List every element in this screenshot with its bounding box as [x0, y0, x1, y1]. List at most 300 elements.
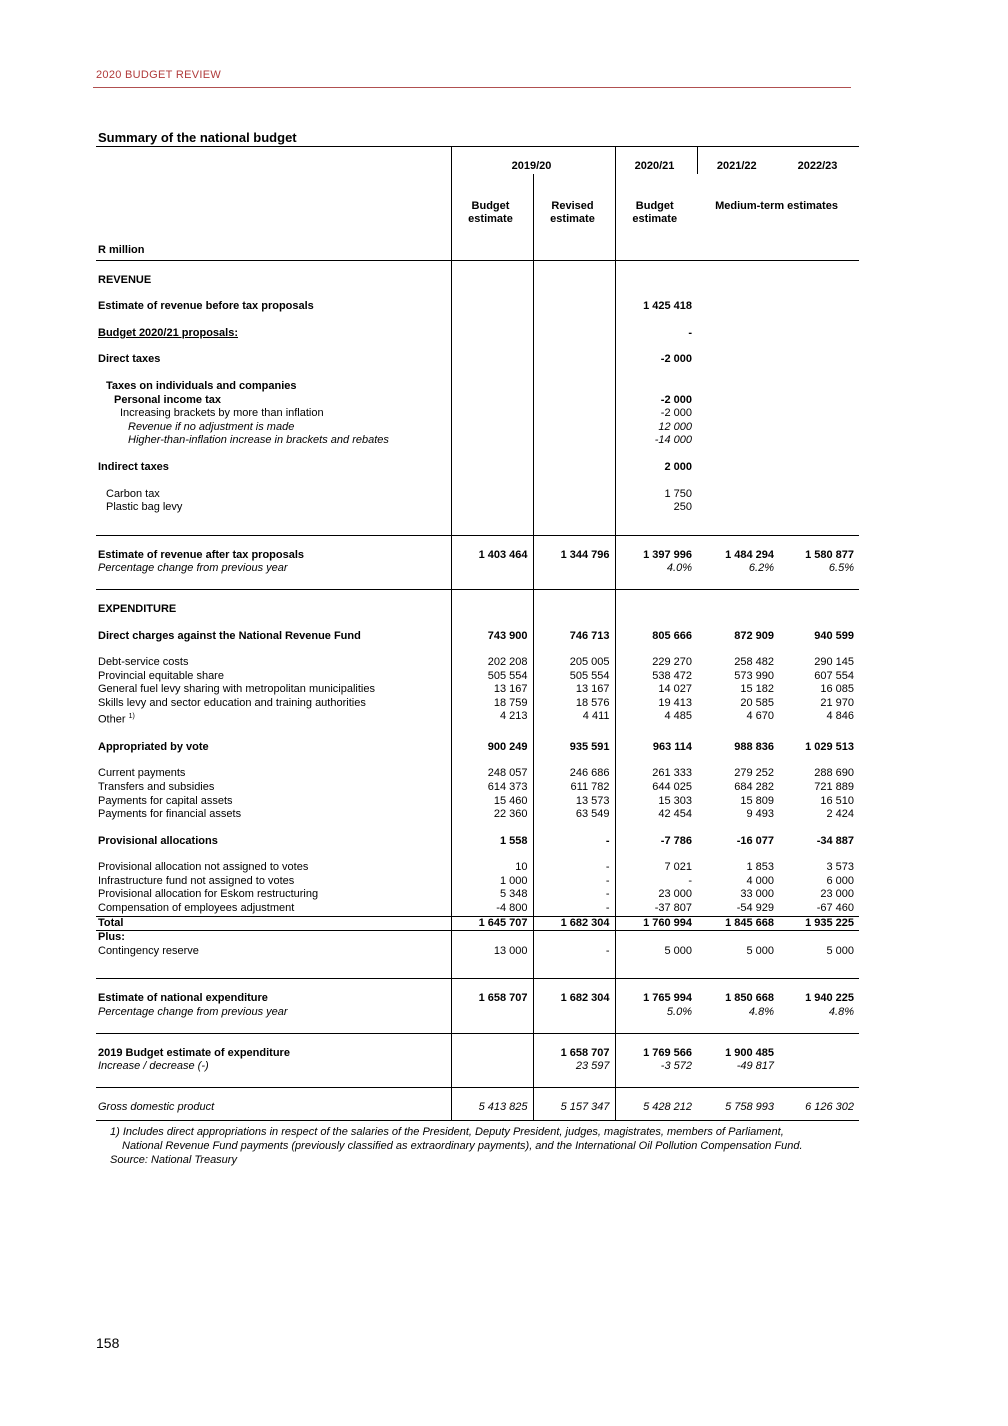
value-cell: 16 510 [820, 794, 854, 807]
value-cell: 4 670 [746, 710, 774, 723]
row-label-text: Direct taxes [98, 353, 161, 366]
value-cell: 963 114 [615, 741, 697, 755]
col-budget-estimate-2019-line-1: Budget [471, 199, 510, 212]
value-cell [779, 1060, 859, 1074]
value-cell: 1 845 668 [697, 916, 779, 931]
spacer-cell [533, 617, 615, 630]
footnote-line-2: National Revenue Fund payments (previously classified as extraordinary payments), and the International Oil Pollution Compensation Fund. [122, 1140, 803, 1152]
spacer-row [96, 1020, 859, 1034]
spacer-cell [533, 822, 615, 835]
row-label-text: Carbon tax [106, 487, 160, 500]
value-cell: 4 846 [826, 710, 854, 723]
value-cell: 13 573 [533, 795, 615, 809]
spacer-row [96, 1087, 859, 1101]
col-revised-estimate-2019 [533, 174, 615, 261]
table-row [96, 888, 859, 902]
value-cell: 5 157 347 [533, 1101, 615, 1115]
row-label-text: Payments for financial assets [98, 808, 242, 821]
spacer-cell [615, 822, 697, 835]
spacer-cell [615, 314, 697, 327]
spacer-cell [615, 643, 697, 656]
value-cell: 1 940 225 [805, 992, 854, 1005]
value-cell: 1 769 566 [615, 1047, 697, 1061]
row-label-text: Percentage change from previous year [98, 1006, 288, 1019]
value-cell [779, 274, 859, 288]
value-cell [451, 353, 533, 367]
value-cell [615, 603, 697, 617]
value-cell: - [533, 945, 615, 959]
spacer-row [96, 260, 859, 274]
value-cell: 746 713 [533, 630, 615, 644]
spacer-cell [697, 848, 779, 861]
spacer-cell [779, 576, 859, 590]
value-cell: - [533, 835, 615, 849]
running-header: 2020 BUDGET REVIEW [96, 69, 222, 81]
spacer-cell [96, 1033, 451, 1047]
col-budget-estimate-2019 [451, 174, 533, 261]
value-cell: 4.8% [828, 1006, 854, 1019]
value-cell [451, 488, 533, 502]
value-cell: 4 485 [615, 710, 697, 727]
spacer-cell [697, 475, 779, 488]
spacer-cell [451, 515, 533, 536]
row-label [96, 992, 451, 1006]
row-label [96, 835, 451, 849]
row-label [96, 1047, 451, 1061]
spacer-cell [533, 589, 615, 603]
row-label-text: Debt-service costs [98, 656, 189, 669]
value-cell: 1 558 [451, 835, 533, 849]
row-label [96, 861, 451, 875]
table-row [96, 931, 859, 945]
value-cell [451, 327, 533, 341]
value-cell: 18 576 [533, 697, 615, 711]
value-cell [779, 461, 859, 475]
spacer-cell [96, 576, 451, 590]
value-cell: 1 029 513 [805, 740, 854, 753]
year-2022-23: 2022/23 [779, 147, 859, 174]
row-label [96, 394, 451, 408]
spacer-cell [615, 535, 697, 549]
value-cell: -37 807 [615, 902, 697, 916]
spacer-row [96, 475, 859, 488]
row-label [96, 902, 451, 916]
value-cell: 1 425 418 [615, 300, 697, 314]
spacer-cell [779, 475, 859, 488]
row-label [96, 931, 451, 945]
spacer-cell [533, 535, 615, 549]
value-cell [533, 434, 615, 448]
row-label [96, 875, 451, 889]
table-row [96, 781, 859, 795]
value-cell: -2 000 [615, 407, 697, 421]
spacer-cell [615, 617, 697, 630]
spacer-cell [451, 958, 533, 979]
spacer-cell [697, 589, 779, 603]
row-label-text: Increase / decrease (-) [98, 1060, 209, 1073]
value-cell [779, 1047, 859, 1061]
row-label-text: Provisional allocation not assigned to votes [98, 861, 309, 874]
row-label-text: General fuel levy sharing with metropolitan municipalities [98, 683, 375, 696]
value-cell [615, 931, 697, 945]
table-title: Summary of the national budget [98, 130, 297, 145]
value-cell: 805 666 [615, 630, 697, 644]
value-cell: -2 000 [615, 353, 697, 367]
table-row [96, 1047, 859, 1061]
value-cell: 5 000 [615, 945, 697, 959]
spacer-cell [451, 1020, 533, 1034]
spacer-cell [533, 958, 615, 979]
header-rule [93, 87, 851, 88]
spacer-cell [615, 1033, 697, 1047]
row-label [96, 916, 451, 931]
value-cell: 7 021 [615, 861, 697, 875]
spacer-cell [96, 754, 451, 767]
spacer-cell [451, 1121, 533, 1122]
table-row [96, 1060, 859, 1074]
spacer-cell [533, 643, 615, 656]
value-cell: 15 303 [615, 795, 697, 809]
budget-table-body [96, 147, 859, 1122]
value-cell [533, 407, 615, 421]
row-label-text: 2019 Budget estimate of expenditure [98, 1046, 290, 1059]
spacer-row [96, 1074, 859, 1088]
value-cell: 290 145 [814, 656, 854, 669]
value-cell: -3 572 [615, 1060, 697, 1074]
value-cell: 288 690 [814, 767, 854, 780]
row-label [96, 274, 451, 288]
spacer-cell [615, 515, 697, 536]
spacer-cell [96, 1087, 451, 1101]
spacer-cell [779, 314, 859, 327]
spacer-cell [533, 340, 615, 353]
value-cell [451, 501, 533, 515]
table-row [96, 902, 859, 916]
value-cell [779, 353, 859, 367]
row-label-text: Estimate of revenue after tax proposals [98, 548, 305, 561]
row-label [96, 353, 451, 367]
row-label-text: Percentage change from previous year [98, 562, 288, 575]
value-cell: -67 460 [816, 902, 854, 915]
value-cell: 614 373 [451, 781, 533, 795]
row-label [96, 795, 451, 809]
value-cell: 23 000 [820, 888, 854, 901]
spacer-cell [96, 979, 451, 993]
spacer-cell [697, 1087, 779, 1101]
spacer-cell [533, 1121, 615, 1122]
spacer-cell [697, 754, 779, 767]
value-cell [533, 501, 615, 515]
budget-table [96, 146, 859, 1121]
spacer-cell [533, 260, 615, 274]
row-label-text: Infrastructure fund not assigned to votes [98, 874, 295, 887]
row-label-text: Total [98, 916, 124, 929]
value-cell: -54 929 [736, 902, 774, 915]
spacer-cell [451, 367, 533, 380]
table-row [96, 916, 859, 931]
value-cell: 538 472 [615, 670, 697, 684]
value-cell: -14 000 [615, 434, 697, 448]
spacer-cell [533, 287, 615, 300]
row-label [96, 421, 451, 435]
value-cell: 18 759 [451, 697, 533, 711]
spacer-cell [451, 340, 533, 353]
value-cell [451, 562, 533, 576]
value-cell: 872 909 [734, 629, 774, 642]
value-cell: 573 990 [734, 669, 774, 682]
subheader-row [96, 174, 859, 261]
value-cell: -7 786 [615, 835, 697, 849]
spacer-cell [533, 1087, 615, 1101]
spacer-cell [615, 367, 697, 380]
spacer-cell [779, 340, 859, 353]
row-label [96, 741, 451, 755]
row-label [96, 461, 451, 475]
value-cell: 246 686 [533, 767, 615, 781]
spacer-cell [615, 1087, 697, 1101]
spacer-cell [451, 287, 533, 300]
value-cell: 1 403 464 [451, 549, 533, 563]
table-row [96, 353, 859, 367]
spacer-row [96, 340, 859, 353]
value-cell [533, 931, 615, 945]
spacer-cell [697, 617, 779, 630]
value-cell: 5 428 212 [615, 1101, 697, 1115]
value-cell [451, 380, 533, 394]
value-cell [779, 327, 859, 341]
table-row [96, 683, 859, 697]
row-label [96, 670, 451, 684]
row-label-text: Provisional allocation for Eskom restructuring [98, 888, 319, 901]
spacer-cell [615, 754, 697, 767]
spacer-cell [96, 314, 451, 327]
page-number: 158 [96, 1335, 120, 1351]
year-2019-20: 2019/20 [451, 147, 615, 174]
col-budget-estimate-2020-line-2: estimate [632, 213, 678, 226]
value-cell [451, 394, 533, 408]
value-cell [697, 434, 779, 448]
value-cell: 202 208 [451, 656, 533, 670]
value-cell: 1 760 994 [615, 916, 697, 931]
spacer-row [96, 1033, 859, 1047]
spacer-cell [697, 1121, 779, 1122]
spacer-cell [697, 958, 779, 979]
value-cell: 684 282 [734, 780, 774, 793]
spacer-cell [533, 1033, 615, 1047]
value-cell: 9 493 [746, 808, 774, 821]
spacer-cell [451, 1087, 533, 1101]
table-row [96, 501, 859, 515]
row-label-text: Revenue if no adjustment is made [128, 420, 295, 433]
spacer-cell [96, 515, 451, 536]
row-label-text: REVENUE [98, 273, 152, 286]
value-cell: 4.0% [615, 562, 697, 576]
value-cell [615, 380, 697, 394]
value-cell [533, 274, 615, 288]
row-label [96, 808, 451, 822]
spacer-cell [697, 1074, 779, 1088]
table-row [96, 808, 859, 822]
value-cell [779, 421, 859, 435]
spacer-row [96, 754, 859, 767]
footnote [110, 1125, 850, 1167]
value-cell [779, 394, 859, 408]
value-cell: 6.2% [748, 562, 774, 575]
value-cell: -34 887 [816, 834, 854, 847]
row-label [96, 327, 451, 341]
value-cell: 1 658 707 [533, 1047, 615, 1061]
table-row [96, 488, 859, 502]
value-cell: 5.0% [615, 1006, 697, 1020]
spacer-cell [779, 1087, 859, 1101]
value-cell: 1 765 994 [615, 992, 697, 1006]
spacer-row [96, 589, 859, 603]
col-budget-estimate-2019-line-2: estimate [468, 213, 513, 226]
spacer-cell [451, 848, 533, 861]
table-row [96, 274, 859, 288]
row-label [96, 945, 451, 959]
spacer-cell [96, 822, 451, 835]
value-cell: 14 027 [615, 683, 697, 697]
table-row [96, 300, 859, 314]
value-cell: 1 850 668 [725, 992, 774, 1005]
spacer-cell [451, 822, 533, 835]
value-cell [451, 407, 533, 421]
table-row [96, 461, 859, 475]
value-cell [615, 274, 697, 288]
row-label [96, 380, 451, 394]
table-row [96, 710, 859, 727]
value-cell: 2 424 [826, 808, 854, 821]
table-bottom-rule [96, 1121, 859, 1122]
value-cell: 5 000 [826, 944, 854, 957]
value-cell [533, 300, 615, 314]
value-cell: - [533, 902, 615, 916]
footnote-source: Source: National Treasury [110, 1154, 237, 1166]
spacer-cell [697, 979, 779, 993]
col-budget-estimate-2020-line-1: Budget [635, 199, 674, 212]
spacer-cell [615, 260, 697, 274]
spacer-cell [779, 728, 859, 741]
value-cell: - [533, 888, 615, 902]
spacer-cell [697, 448, 779, 461]
table-row [96, 434, 859, 448]
table-row [96, 656, 859, 670]
value-cell: -4 800 [451, 902, 533, 916]
spacer-row [96, 958, 859, 979]
value-cell: 611 782 [533, 781, 615, 795]
col-medium-term-estimates: Medium-term estimates [715, 199, 838, 212]
value-cell: 13 167 [451, 683, 533, 697]
row-label [96, 888, 451, 902]
value-cell: 1 935 225 [779, 916, 859, 931]
value-cell: 20 585 [740, 696, 774, 709]
spacer-cell [697, 1020, 779, 1034]
spacer-cell [451, 260, 533, 274]
spacer-cell [779, 822, 859, 835]
row-label [96, 603, 451, 617]
value-cell [451, 421, 533, 435]
spacer-cell [96, 1121, 451, 1122]
value-cell [533, 380, 615, 394]
row-label [96, 562, 451, 576]
value-cell: 19 413 [615, 697, 697, 711]
spacer-cell [779, 643, 859, 656]
value-cell: 4.8% [748, 1006, 774, 1019]
value-cell: 279 252 [734, 767, 774, 780]
table-row [96, 795, 859, 809]
row-label-text: Indirect taxes [98, 460, 169, 473]
value-cell: 250 [615, 501, 697, 515]
value-cell [779, 300, 859, 314]
value-cell [779, 434, 859, 448]
spacer-cell [533, 448, 615, 461]
table-row [96, 670, 859, 684]
table-row [96, 1006, 859, 1020]
value-cell [697, 603, 779, 617]
value-cell [697, 380, 779, 394]
spacer-cell [96, 1074, 451, 1088]
row-label-text: Increasing brackets by more than inflation [120, 407, 324, 420]
value-cell [779, 603, 859, 617]
spacer-cell [451, 643, 533, 656]
spacer-cell [533, 848, 615, 861]
value-cell [779, 407, 859, 421]
spacer-cell [96, 643, 451, 656]
value-cell: 505 554 [533, 670, 615, 684]
row-label [96, 710, 451, 727]
spacer-cell [96, 848, 451, 861]
row-label [96, 1060, 451, 1074]
value-cell: 940 599 [814, 629, 854, 642]
spacer-cell [697, 287, 779, 300]
row-label [96, 767, 451, 781]
value-cell: 16 085 [820, 683, 854, 696]
value-cell [533, 562, 615, 576]
value-cell: 42 454 [615, 808, 697, 822]
row-label-text: Plastic bag levy [106, 501, 183, 514]
value-cell [533, 421, 615, 435]
spacer-cell [779, 979, 859, 993]
value-cell: 10 [451, 861, 533, 875]
row-label-text: Other [98, 714, 126, 727]
spacer-cell [779, 848, 859, 861]
spacer-row [96, 728, 859, 741]
value-cell: 248 057 [451, 767, 533, 781]
row-label-text: Compensation of employees adjustment [98, 902, 295, 915]
table-row [96, 835, 859, 849]
value-cell [697, 300, 779, 314]
value-cell [779, 380, 859, 394]
spacer-cell [451, 728, 533, 741]
table-row [96, 741, 859, 755]
spacer-cell [615, 979, 697, 993]
value-cell: 6.5% [828, 562, 854, 575]
spacer-row [96, 367, 859, 380]
table-row [96, 697, 859, 711]
spacer-cell [615, 340, 697, 353]
value-cell: 988 836 [734, 740, 774, 753]
spacer-row [96, 848, 859, 861]
value-cell: 1 000 [451, 875, 533, 889]
spacer-cell [533, 1074, 615, 1088]
row-label [96, 1006, 451, 1020]
value-cell: 6 000 [826, 874, 854, 887]
row-label-text: Contingency reserve [98, 944, 199, 957]
spacer-cell [96, 287, 451, 300]
spacer-row [96, 643, 859, 656]
spacer-cell [96, 728, 451, 741]
